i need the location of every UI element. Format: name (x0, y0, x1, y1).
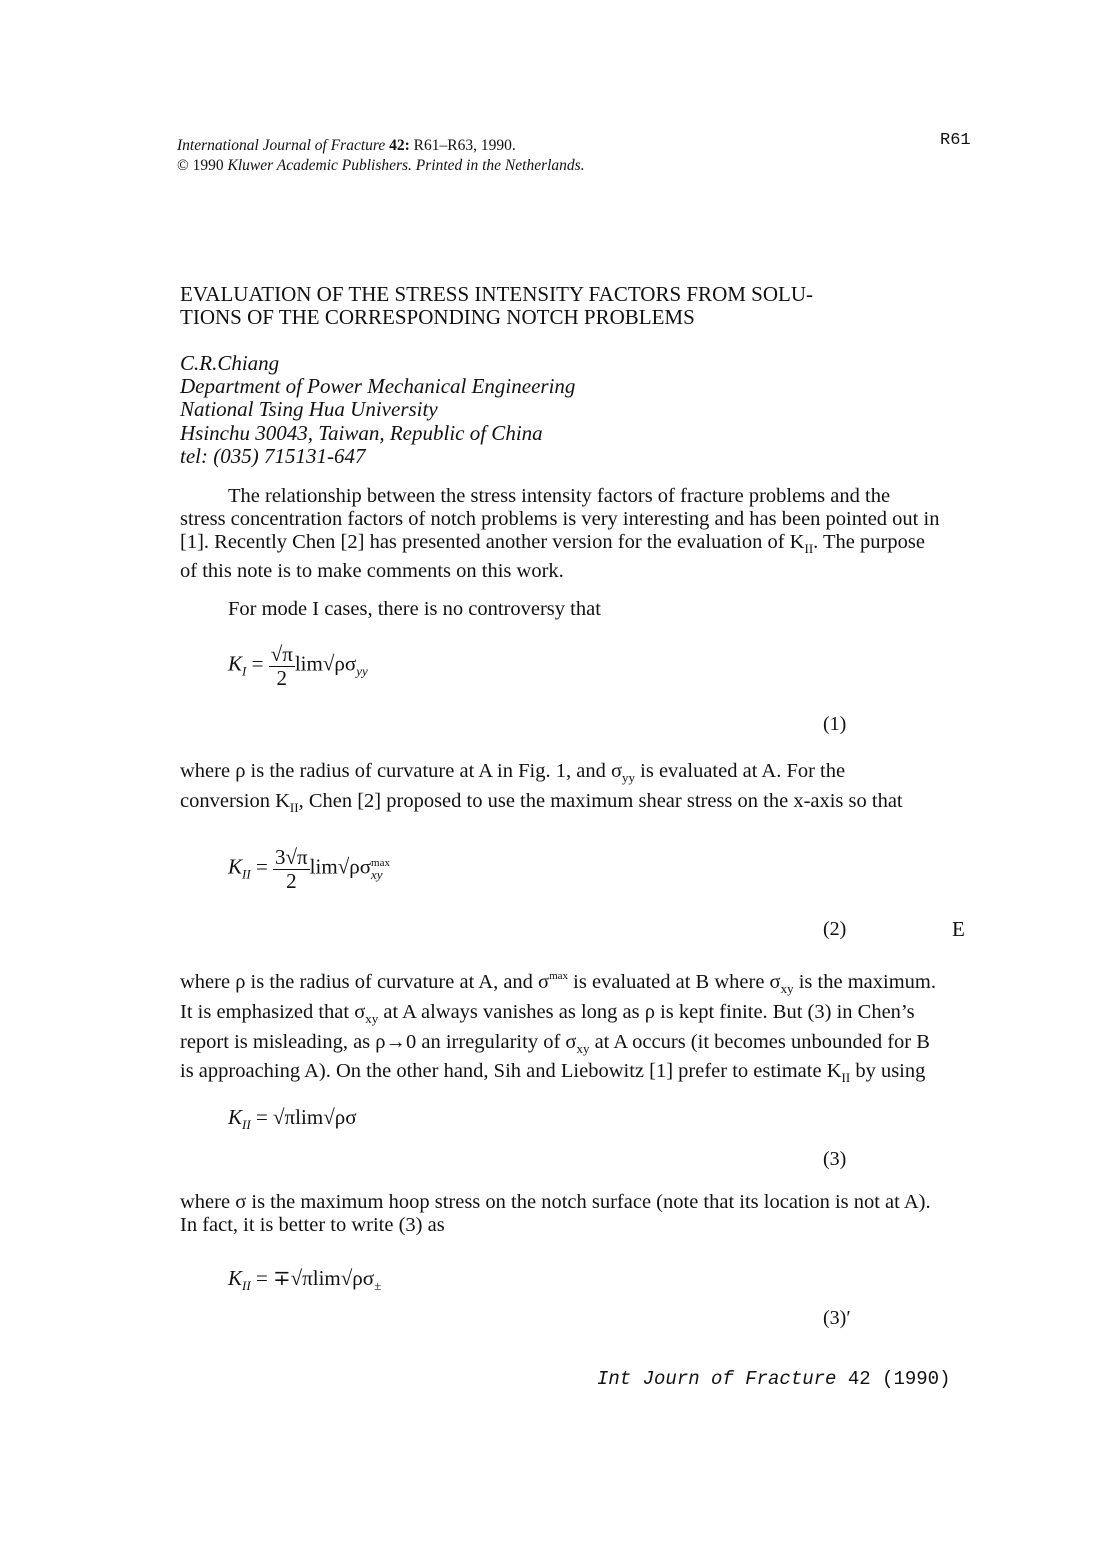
author-block (180, 352, 575, 468)
publisher-line: Kluwer Academic Publishers. Printed in the Netherlands. (227, 157, 585, 174)
eq-numerator: 3√π (275, 845, 308, 869)
eq-lim: lim (295, 1105, 324, 1129)
eq-subscript: II (242, 866, 251, 882)
subscript: xy (576, 1040, 590, 1056)
equation-3-prime-label: (3)′ (823, 1307, 851, 1329)
paragraph-sih-liebowitz (180, 965, 940, 1090)
paragraph-text: at A occurs (it becomes unbounded for B is approaching A). On the other hand, Sih and Liebowitz [1] prefer to estimate K (180, 1030, 930, 1083)
eq-subscript: II (242, 1278, 251, 1293)
eq-symbol: K (228, 651, 243, 676)
eq-sigma: σ (344, 651, 357, 676)
paragraph-text: . The purpose of this note is to make comments on this work. (180, 530, 925, 583)
subscript: xy (780, 981, 794, 996)
eq-superscript: max (371, 856, 390, 869)
paragraph-text: at A always vanishes as long as ρ is kept finite. But (3) in Chen’s report is misleading, as ρ→0 an irregularity of σ (180, 1000, 915, 1053)
eq-sqrt-rho: √ρ (340, 1266, 363, 1290)
subscript: xy (365, 1010, 379, 1026)
eq-denominator: 2 (286, 869, 297, 893)
paragraph-text: , Chen [2] proposed to use the maximum shear stress on the x-axis so that (298, 789, 903, 812)
superscript: max (549, 970, 569, 982)
eq-sigma: σ (359, 854, 372, 879)
paragraph-text: is evaluated at B where σ (568, 971, 781, 993)
equation-2 (228, 845, 390, 892)
paper-title (180, 283, 940, 329)
subscript: II (841, 1070, 851, 1086)
eq-sqrt-rho: √ρ (322, 651, 345, 676)
equation-3-prime (228, 1266, 381, 1294)
eq-lim: lim (309, 854, 338, 879)
eq-sigma: σ (362, 1266, 375, 1290)
eq-symbol: K (228, 1105, 243, 1129)
subscript: II (289, 799, 299, 815)
eq-sigma: σ (345, 1105, 357, 1129)
journal-citation (177, 136, 585, 176)
author-name: C.R.Chiang (180, 351, 280, 375)
eq-sqrt-pi: √π (273, 1105, 296, 1129)
page-number: R61 (940, 131, 971, 150)
footer-volume: 42 (1990) (836, 1368, 951, 1390)
author-telephone: tel: (035) 715131-647 (180, 443, 366, 468)
journal-pages: R61–R63, 1990. (409, 137, 516, 154)
eq-equals: = (250, 1105, 274, 1129)
equation-3 (228, 1105, 357, 1133)
journal-volume: 42: (389, 137, 410, 154)
eq-equals: = (250, 854, 274, 879)
eq-subscript: ± (374, 1278, 382, 1293)
author-address: Hsinchu 30043, Taiwan, Republic of China (180, 420, 543, 445)
title-line-1: EVALUATION OF THE STRESS INTENSITY FACTORS FROM SOLU- (180, 282, 813, 306)
author-department: Department of Power Mechanical Engineering (180, 374, 576, 399)
eq-mp-sqrt-pi: ∓√π (273, 1266, 313, 1290)
equation-3-label: (3) (823, 1148, 847, 1170)
eq-subscript: yy (356, 663, 368, 679)
paragraph-text: where ρ is the radius of curvature at A, and σ (180, 971, 550, 993)
page-footer (597, 1368, 950, 1390)
paragraph-text: where ρ is the radius of curvature at A in Fig. 1, and σ (180, 760, 623, 782)
eq-symbol: K (228, 1266, 243, 1290)
equation-1-label: (1) (823, 713, 847, 735)
paragraph-text: is evaluated at A. For the conversion K (180, 760, 846, 812)
footer-journal: Int Journ of Fracture (597, 1368, 837, 1390)
paragraph-hoop-stress: where σ is the maximum hoop stress on the notch surface (note that its location is not at A). In fact, it is better to write (3) as (180, 1191, 931, 1236)
eq-subscript: I (242, 663, 247, 679)
equation-1 (228, 642, 368, 689)
paragraph-chen-conversion (180, 760, 940, 820)
eq-lim: lim (294, 651, 323, 676)
eq-equals: = (246, 651, 269, 676)
subscript: II (804, 540, 814, 556)
copyright-prefix: © 1990 (177, 157, 228, 174)
journal-name: International Journal of Fracture (177, 137, 386, 154)
eq-sqrt-rho: √ρ (323, 1105, 346, 1129)
eq-equals: = (250, 1266, 274, 1290)
margin-mark: E (952, 917, 965, 941)
journal-line-1 (177, 136, 585, 156)
eq-symbol: K (228, 854, 243, 879)
eq-lim: lim (312, 1266, 341, 1290)
paragraph-intro (180, 485, 940, 583)
eq-subscript: xy (371, 866, 383, 882)
eq-denominator: 2 (276, 666, 288, 690)
author-university: National Tsing Hua University (180, 397, 438, 422)
journal-line-2 (177, 156, 585, 176)
eq-fraction (273, 845, 310, 892)
paragraph-mode-one: For mode I cases, there is no controversy that (228, 598, 601, 620)
eq-fraction (269, 642, 295, 689)
title-line-2: TIONS OF THE CORRESPONDING NOTCH PROBLEMS (180, 305, 695, 329)
eq-subscript: II (242, 1117, 251, 1132)
equation-2-label: (2) (823, 918, 847, 940)
eq-numerator: √π (270, 642, 293, 666)
subscript: yy (622, 770, 636, 785)
eq-sub-sup (371, 857, 390, 881)
eq-sqrt-rho: √ρ (337, 854, 360, 879)
paragraph-text: The relationship between the stress intensity factors of fracture problems and the stress concentration factors of notch problems is very interesting and has been pointed out in [1]. Recently Chen [2] has presented another version for the evaluation of K (180, 485, 940, 553)
paragraph-text: is the maximum. It is emphasized that σ (180, 971, 936, 1023)
paragraph-text: by using (850, 1060, 926, 1083)
